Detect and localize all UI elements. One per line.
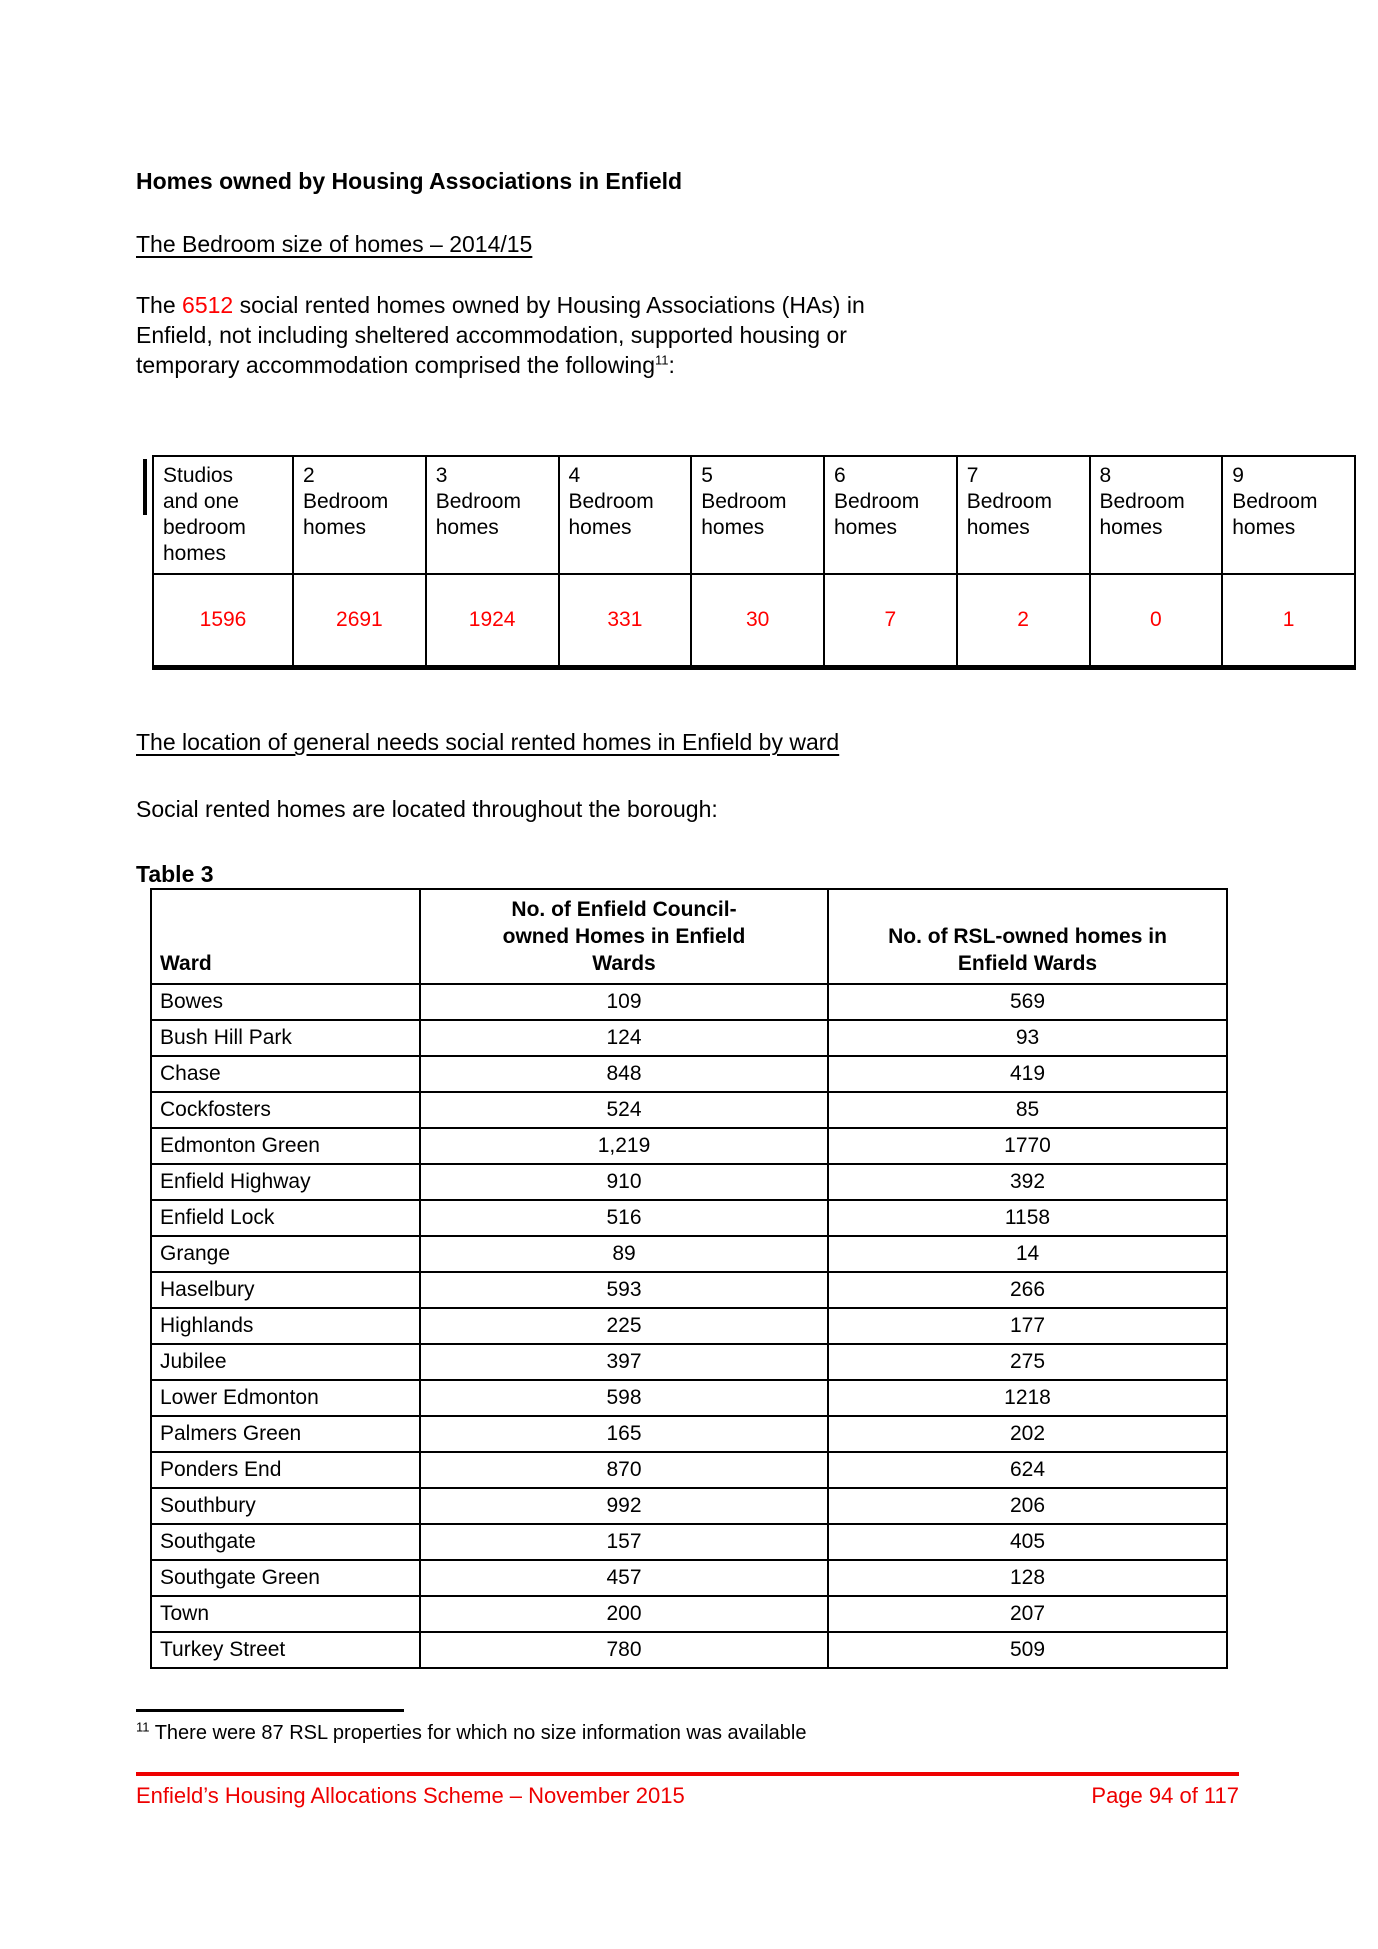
bedroom-size-table-wrapper — [152, 455, 1356, 670]
header-row — [153, 456, 1355, 574]
column-header: 3 Bedroom homes — [426, 456, 559, 574]
highlighted-number: 6512 — [182, 292, 234, 318]
table-cell: Grange — [151, 1236, 420, 1272]
table-cell: 202 — [828, 1416, 1227, 1452]
column-header: Ward — [151, 889, 420, 984]
table-cell: Bush Hill Park — [151, 1020, 420, 1056]
table-cell: 14 — [828, 1236, 1227, 1272]
table-row — [151, 1416, 1227, 1452]
text-segment: social rented homes owned by Housing Associations (HAs) in — [233, 292, 865, 318]
table-cell: 1596 — [153, 574, 293, 668]
table-row — [151, 1596, 1227, 1632]
footnote-text: There were 87 RSL properties for which no size information was available — [149, 1722, 807, 1744]
table3-label: Table 3 — [136, 861, 214, 887]
footer-rule — [136, 1772, 1239, 1776]
table-cell: 206 — [828, 1488, 1227, 1524]
table-cell: 569 — [828, 984, 1227, 1020]
table-cell: Haselbury — [151, 1272, 420, 1308]
table-row — [151, 1164, 1227, 1200]
table-cell: 392 — [828, 1164, 1227, 1200]
section2-heading: The location of general needs social rented homes in Enfield by ward — [136, 729, 840, 755]
table-row — [151, 1308, 1227, 1344]
text-segment: Enfield, not including sheltered accommodation, supported housing or — [136, 322, 847, 348]
table-cell: 157 — [420, 1524, 828, 1560]
table-cell: Chase — [151, 1056, 420, 1092]
table-cell: 516 — [420, 1200, 828, 1236]
table-cell: 1770 — [828, 1128, 1227, 1164]
table-cell: 509 — [828, 1632, 1227, 1668]
table-cell: Southbury — [151, 1488, 420, 1524]
header-row — [151, 889, 1227, 984]
table-cell: 524 — [420, 1092, 828, 1128]
page-title: Homes owned by Housing Associations in Enfield — [136, 168, 683, 194]
table-row — [151, 1344, 1227, 1380]
table-cell: Bowes — [151, 984, 420, 1020]
table-cell: 397 — [420, 1344, 828, 1380]
table-cell: Southgate — [151, 1524, 420, 1560]
table-cell: 593 — [420, 1272, 828, 1308]
text-segment: : — [668, 352, 675, 378]
table-cell: 266 — [828, 1272, 1227, 1308]
table-cell: 405 — [828, 1524, 1227, 1560]
table-cell: 200 — [420, 1596, 828, 1632]
table-cell: 177 — [828, 1308, 1227, 1344]
table-cell: 30 — [691, 574, 824, 668]
table-cell: 1218 — [828, 1380, 1227, 1416]
column-header: 4 Bedroom homes — [559, 456, 692, 574]
table-cell: 89 — [420, 1236, 828, 1272]
column-header: 7 Bedroom homes — [957, 456, 1090, 574]
table-cell: 2691 — [293, 574, 426, 668]
table-row — [151, 1380, 1227, 1416]
revision-change-bar — [143, 459, 147, 515]
table-row — [153, 574, 1355, 668]
table-cell: 93 — [828, 1020, 1227, 1056]
footnote-separator — [136, 1709, 404, 1712]
table-cell: 165 — [420, 1416, 828, 1452]
table-cell: 780 — [420, 1632, 828, 1668]
table-cell: Jubilee — [151, 1344, 420, 1380]
intro-paragraph — [136, 290, 865, 380]
table-cell: 124 — [420, 1020, 828, 1056]
table-cell: 870 — [420, 1452, 828, 1488]
table-cell: 1,219 — [420, 1128, 828, 1164]
table-cell: Enfield Lock — [151, 1200, 420, 1236]
table-cell: 1 — [1222, 574, 1355, 668]
table-cell: 331 — [559, 574, 692, 668]
column-header: 5 Bedroom homes — [691, 456, 824, 574]
table-row — [151, 1488, 1227, 1524]
table-cell: 1158 — [828, 1200, 1227, 1236]
column-header: 9 Bedroom homes — [1222, 456, 1355, 574]
footer-document-title: Enfield’s Housing Allocations Scheme – November 2015 — [136, 1783, 685, 1808]
section2-paragraph: Social rented homes are located throughout the borough: — [136, 796, 718, 822]
column-header: 6 Bedroom homes — [824, 456, 957, 574]
table-cell: 598 — [420, 1380, 828, 1416]
table-row — [151, 1200, 1227, 1236]
footer-page-number: Page 94 of 117 — [1091, 1783, 1239, 1808]
ward-homes-table — [150, 888, 1228, 1669]
table-cell: Enfield Highway — [151, 1164, 420, 1200]
column-header: Studios and one bedroom homes — [153, 456, 293, 574]
table-cell: Edmonton Green — [151, 1128, 420, 1164]
table-cell: Turkey Street — [151, 1632, 420, 1668]
table-cell: 275 — [828, 1344, 1227, 1380]
table-row — [151, 1560, 1227, 1596]
table-cell: 207 — [828, 1596, 1227, 1632]
table-cell: 128 — [828, 1560, 1227, 1596]
table-cell: 624 — [828, 1452, 1227, 1488]
page-footer — [136, 1783, 1239, 1809]
table-row — [151, 984, 1227, 1020]
column-header: No. of Enfield Council- owned Homes in Enfield Wards — [420, 889, 828, 984]
table-cell: Cockfosters — [151, 1092, 420, 1128]
table-row — [151, 1236, 1227, 1272]
table-cell: 419 — [828, 1056, 1227, 1092]
bedroom-size-table — [152, 455, 1356, 670]
table-row — [151, 1524, 1227, 1560]
column-header: 8 Bedroom homes — [1090, 456, 1223, 574]
table-cell: 2 — [957, 574, 1090, 668]
table-cell: 7 — [824, 574, 957, 668]
table-row — [151, 1272, 1227, 1308]
table-row — [151, 1632, 1227, 1668]
table-cell: 848 — [420, 1056, 828, 1092]
table-row — [151, 1056, 1227, 1092]
table-cell: 992 — [420, 1488, 828, 1524]
section1-heading: The Bedroom size of homes – 2014/15 — [136, 231, 533, 257]
table-row — [151, 1452, 1227, 1488]
footnote — [136, 1719, 807, 1745]
table-cell: Southgate Green — [151, 1560, 420, 1596]
table-cell: 910 — [420, 1164, 828, 1200]
footnote-marker: 11 — [136, 1719, 150, 1735]
column-header: 2 Bedroom homes — [293, 456, 426, 574]
table-cell: Town — [151, 1596, 420, 1632]
text-segment: The — [136, 292, 183, 318]
table-cell: Ponders End — [151, 1452, 420, 1488]
table-cell: 225 — [420, 1308, 828, 1344]
text-segment: temporary accommodation comprised the following — [136, 352, 656, 378]
table-row — [151, 1092, 1227, 1128]
footnote-reference: 11 — [655, 352, 669, 368]
table-cell: Lower Edmonton — [151, 1380, 420, 1416]
table-cell: Palmers Green — [151, 1416, 420, 1452]
table-cell: 0 — [1090, 574, 1223, 668]
table-cell: 1924 — [426, 574, 559, 668]
table-cell: 85 — [828, 1092, 1227, 1128]
table-row — [151, 1020, 1227, 1056]
table-cell: 109 — [420, 984, 828, 1020]
column-header: No. of RSL-owned homes in Enfield Wards — [828, 889, 1227, 984]
ward-table-wrapper — [150, 888, 1228, 1669]
table-cell: Highlands — [151, 1308, 420, 1344]
table-row — [151, 1128, 1227, 1164]
table-cell: 457 — [420, 1560, 828, 1596]
